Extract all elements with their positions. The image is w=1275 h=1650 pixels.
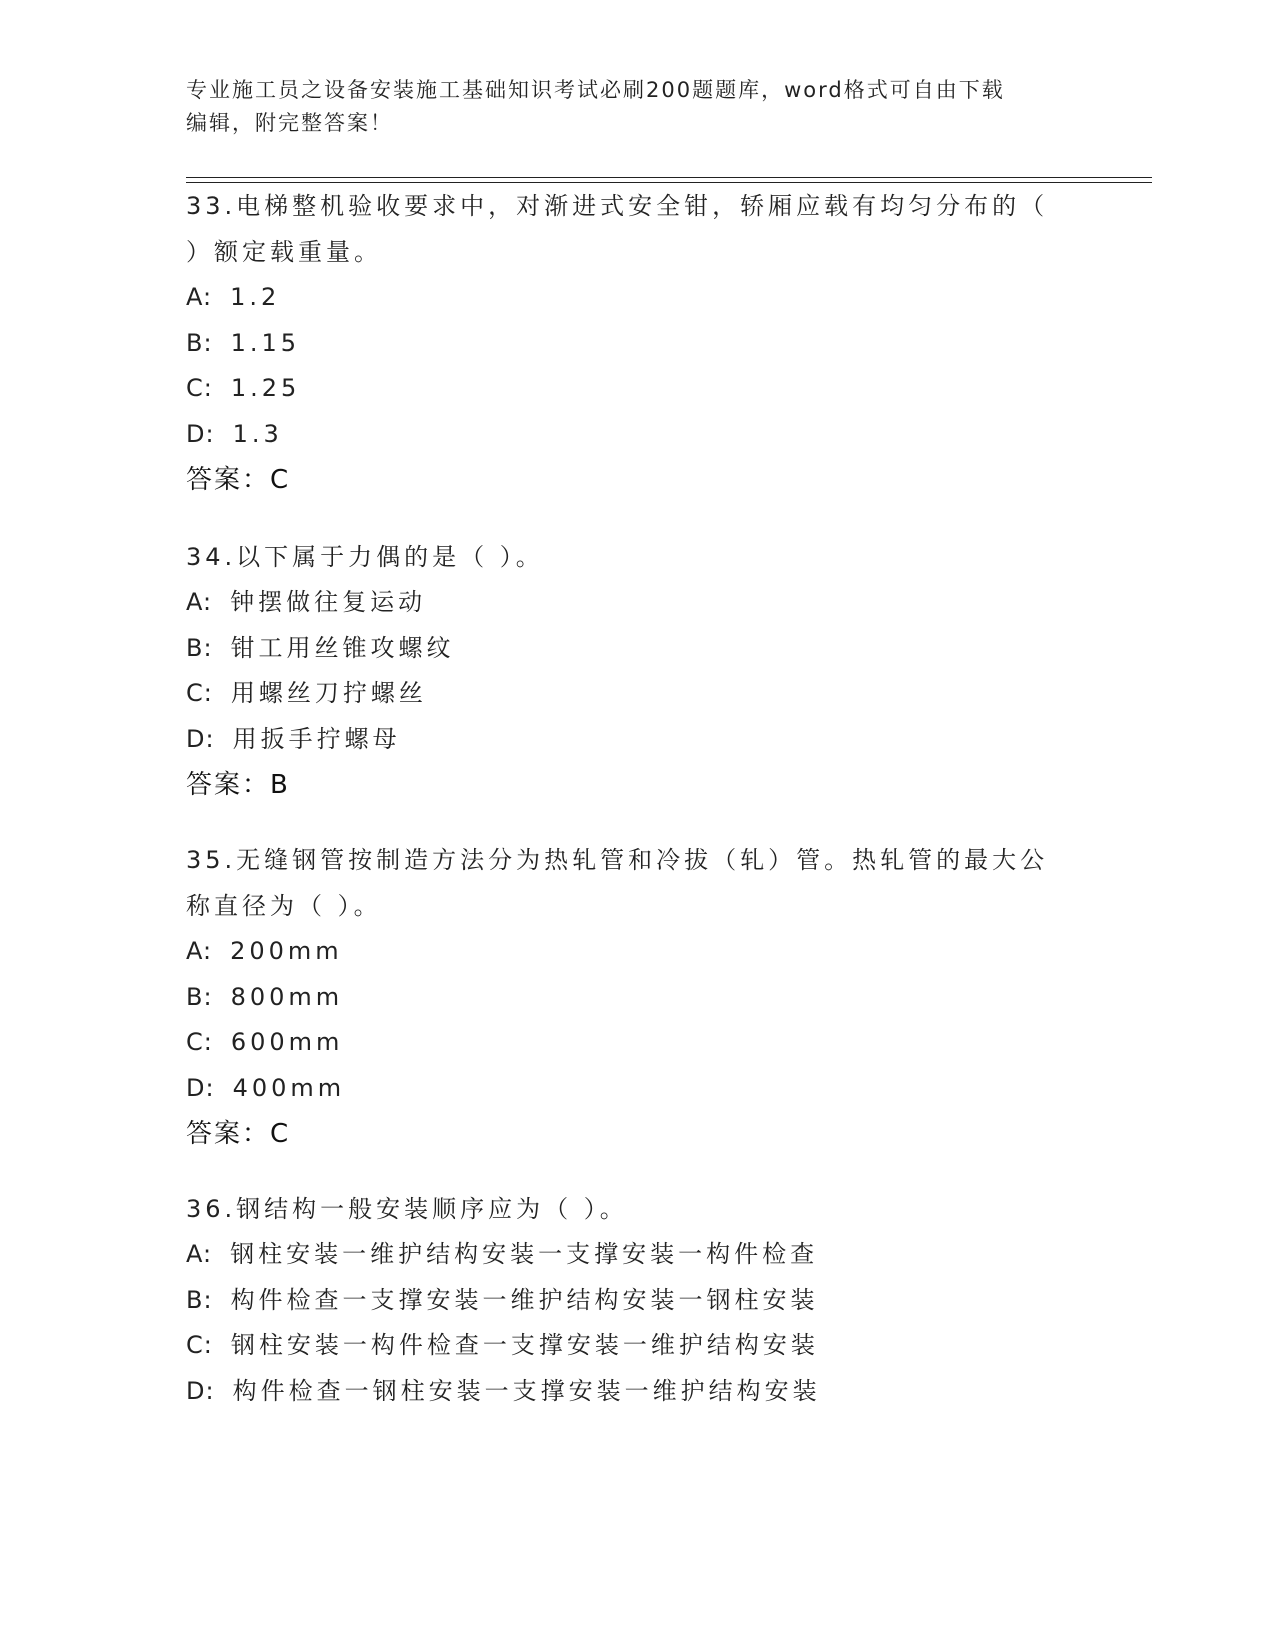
question-36	[186, 1186, 1086, 1414]
option-label: D:	[186, 419, 215, 448]
option-text: 钢柱安装一维护结构安装一支撑安装一构件检查	[230, 1240, 819, 1268]
option-label: C:	[186, 1028, 213, 1056]
answer-text: 答案：B	[186, 770, 290, 800]
option-label: B:	[186, 633, 213, 662]
option-text: 用扳手拧螺母	[232, 724, 401, 753]
option-text: 构件检查一支撑安装一维护结构安装一钢柱安装	[230, 1285, 819, 1314]
option-label: B:	[186, 982, 213, 1011]
option-c	[186, 366, 1086, 412]
answer-text: 答案：C	[186, 465, 291, 495]
option-b	[186, 626, 1086, 672]
option-text: 钳工用丝锥攻螺纹	[230, 633, 455, 662]
option-d	[186, 1066, 1086, 1112]
option-a	[186, 275, 1086, 321]
option-text: 1.2	[230, 283, 281, 311]
option-label: C:	[186, 374, 213, 402]
option-text: 钟摆做往复运动	[230, 588, 427, 616]
option-text: 构件检查一钢柱安装一支撑安装一维护结构安装	[232, 1376, 821, 1405]
option-text: 1.3	[232, 419, 283, 448]
option-d	[186, 1369, 1086, 1415]
option-label: A:	[186, 283, 213, 311]
question-stem-line-1: 35.无缝钢管按制造方法分为热轧管和冷拔（轧）管。热轧管的最大公	[186, 846, 1049, 874]
option-c	[186, 1020, 1086, 1066]
option-label: D:	[186, 1376, 215, 1405]
option-a	[186, 929, 1086, 975]
option-label: A:	[186, 1240, 213, 1268]
question-33	[186, 183, 1086, 503]
option-label: B:	[186, 1285, 213, 1314]
option-text: 800mm	[230, 982, 344, 1011]
question-stem-line-2: 称直径为（ ）。	[186, 892, 382, 920]
option-c	[186, 671, 1086, 717]
question-34	[186, 534, 1086, 808]
question-stem-line-1: 33.电梯整机验收要求中，对渐进式安全钳，轿厢应载有均匀分布的（	[186, 192, 1049, 220]
option-text: 用螺丝刀拧螺丝	[230, 679, 427, 707]
option-text: 600mm	[230, 1028, 344, 1056]
option-d	[186, 412, 1086, 458]
option-a	[186, 580, 1086, 626]
option-b	[186, 975, 1086, 1021]
option-text: 200mm	[230, 937, 343, 965]
option-d	[186, 717, 1086, 763]
option-b	[186, 321, 1086, 367]
option-label: D:	[186, 724, 215, 753]
header-divider-top	[186, 177, 1152, 178]
question-35	[186, 837, 1086, 1157]
option-label: B:	[186, 328, 213, 357]
option-c	[186, 1323, 1086, 1369]
header-line-1: 专业施工员之设备安装施工基础知识考试必刷200题题库，word格式可自由下载	[186, 78, 1005, 102]
answer-text: 答案：C	[186, 1119, 291, 1149]
question-stem-line-1: 34.以下属于力偶的是（ ）。	[186, 543, 544, 571]
question-stem-line-2: ）额定载重量。	[186, 238, 382, 266]
option-text: 1.15	[230, 328, 300, 357]
document-header	[186, 74, 1086, 140]
option-label: D:	[186, 1073, 215, 1102]
option-text: 400mm	[232, 1073, 346, 1102]
option-text: 钢柱安装一构件检查一支撑安装一维护结构安装	[230, 1331, 819, 1359]
question-stem-line-1: 36.钢结构一般安装顺序应为（ ）。	[186, 1195, 628, 1223]
option-label: A:	[186, 588, 213, 616]
option-b	[186, 1278, 1086, 1324]
option-a	[186, 1232, 1086, 1278]
option-label: A:	[186, 937, 213, 965]
option-text: 1.25	[230, 374, 301, 402]
header-line-2: 编辑，附完整答案！	[186, 111, 393, 135]
option-label: C:	[186, 679, 213, 707]
option-label: C:	[186, 1331, 213, 1359]
